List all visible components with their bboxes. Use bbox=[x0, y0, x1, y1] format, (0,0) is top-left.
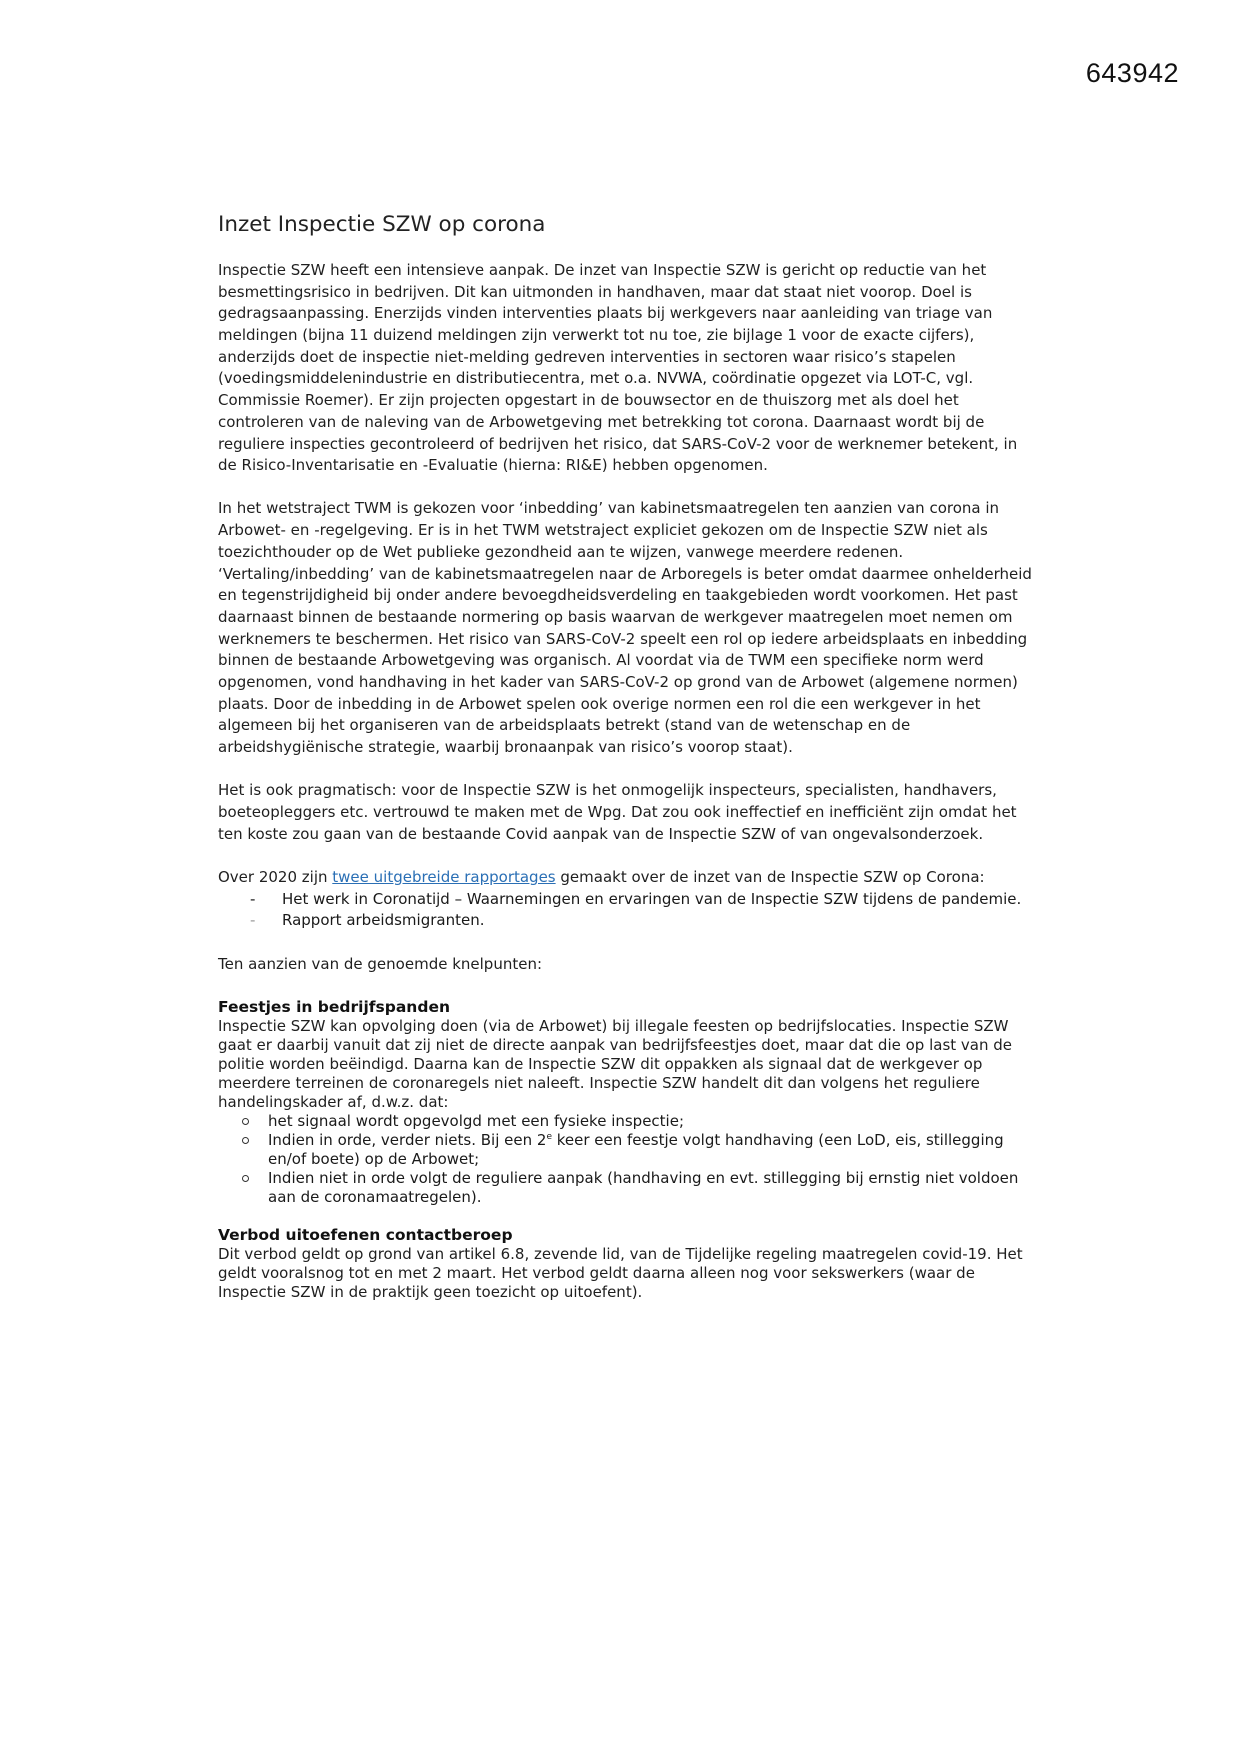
list-item-text-part: keer een feestje volgt handhaving (een LoD, eis, stillegging en/of boete) op de Arbowet; bbox=[268, 1130, 1004, 1168]
paragraph-pragmatisch: Het is ook pragmatisch: voor de Inspectie SZW is het onmogelijk inspecteurs, specialisten, handhavers, boeteopleggers etc. vertrouwd te maken met de Wpg. Dat zou ook ineffectief en inefficiënt zijn omdat het ten koste zou gaan van de bestaande Covid aanpak van de Inspectie SZW of van ongevalsonderzoek. bbox=[218, 781, 1017, 843]
paragraph-rapportages bbox=[218, 867, 1033, 889]
list-item bbox=[250, 889, 1033, 911]
list-item-text: Rapport arbeidsmigranten. bbox=[282, 911, 485, 930]
feestjes-list bbox=[218, 1112, 1033, 1207]
list-item-text: het signaal wordt opgevolgd met een fysieke inspectie; bbox=[268, 1111, 685, 1130]
section-contactberoep bbox=[218, 1225, 1033, 1302]
dash-marker: - bbox=[250, 911, 256, 930]
list-item-text bbox=[268, 1131, 1004, 1168]
paragraph-feestjes-body: Inspectie SZW kan opvolging doen (via de Arbowet) bij illegale feesten op bedrijfslocaties. Inspectie SZW gaat er daarbij vanuit dat zij niet de directe aanpak van bedrijfsfeestjes doet, maar dat die op last van de politie worden beëindigd. Daarna kan de Inspectie SZW dit oppakken als signaal dat de werkgever op meerdere terreinen de coronaregels niet naleeft. Inspectie SZW handelt dit dan volgens het reguliere handelingskader af, d.w.z. dat: bbox=[218, 1016, 1012, 1111]
paragraph-knelpunten: Ten aanzien van de genoemde knelpunten: bbox=[218, 954, 543, 973]
list-item-text: Indien niet in orde volgt de reguliere aanpak (handhaving en evt. stillegging bij ernstig niet voldoen aan de coronamaatregelen). bbox=[268, 1168, 1019, 1206]
list-item bbox=[242, 1112, 1033, 1131]
paragraph-twm-wetstraject: In het wetstraject TWM is gekozen voor ‘inbedding’ van kabinetsmaatregelen ten aanzien van corona in Arbowet- en -regelgeving. Er is in het TWM wetstraject expliciet gekozen om de Inspectie SZW niet als toezichthouder op de Wet publieke gezondheid aan te wijzen, vanwege meerdere redenen. ‘Vertaling/inbedding’ van de kabinetsmaatregelen naar de Arboregels is beter omdat daarmee onhelderheid en tegenstrijdigheid bij onder andere bevoegdheidsverdeling en taakgebieden wordt voorkomen. Het past daarnaast binnen de bestaande normering op basis waarvan de werkgever maatregelen moet nemen om werknemers te beschermen. Het risico van SARS-CoV-2 speelt een rol op iedere arbeidsplaats en inbedding binnen de bestaande Arbowetgeving was organisch. Al voordat via de TWM een specifieke norm werd opgenomen, vond handhaving in het kader van SARS-CoV-2 op grond van de Arbowet (algemene normen) plaats. Door de inbedding in de Arbowet spelen ook overige normen een rol die een werkgever in het algemeen bij het organiseren van de arbeidsplaats betrekt (stand van de wetenschap en de arbeidshygiënische strategie, waarbij bronaanpak van risico’s voorop staat). bbox=[218, 499, 1032, 757]
list-item bbox=[242, 1169, 1033, 1207]
document-number: 643942 bbox=[1085, 58, 1179, 88]
paragraph-intensive-approach: Inspectie SZW heeft een intensieve aanpak. De inzet van Inspectie SZW is gericht op reductie van het besmettingsrisico in bedrijven. Dit kan uitmonden in handhaven, maar dat staat niet voorop. Doel is gedragsaanpassing. Enerzijds vinden interventies plaats bij werkgevers naar aanleiding van triage van meldingen (bijna 11 duizend meldingen zijn verwerkt tot nu toe, zie bijlage 1 voor de exacte cijfers), anderzijds doet de inspectie niet-melding gedreven interventies in sectoren waar risico’s stapelen (voedingsmiddelenindustrie en distributiecentra, met o.a. NVWA, coördinatie opgezet via LOT-C, vgl. Commissie Roemer). Er zijn projecten opgestart in de bouwsector en de thuiszorg met als doel het controleren van de naleving van de Arbowetgeving met betrekking tot corona. Daarnaast wordt bij de reguliere inspecties gecontroleerd of bedrijven het risico, dat SARS-CoV-2 voor de werknemer betekent, in de Risico-Inventarisatie en -Evaluatie (hierna: RI&E) hebben opgenomen. bbox=[218, 260, 1018, 475]
page-title: Inzet Inspectie SZW op corona bbox=[218, 212, 546, 237]
rapportages-link[interactable]: twee uitgebreide rapportages bbox=[332, 867, 556, 886]
section-feestjes bbox=[218, 997, 1033, 1207]
reports-list bbox=[218, 889, 1033, 932]
list-item-text-part: Indien in orde, verder niets. Bij een 2 bbox=[268, 1130, 547, 1149]
rapportages-intro-text: Over 2020 zijn bbox=[218, 867, 333, 886]
list-item bbox=[250, 910, 1033, 932]
section-heading-contactberoep: Verbod uitoefenen contactberoep bbox=[218, 1225, 513, 1244]
circle-bullet-icon bbox=[242, 1137, 249, 1144]
list-item bbox=[242, 1131, 1033, 1169]
ordinal-superscript: e bbox=[546, 1131, 552, 1142]
rapportages-outro-text: gemaakt over de inzet van de Inspectie SZW op Corona: bbox=[555, 867, 985, 886]
section-heading-feestjes: Feestjes in bedrijfspanden bbox=[218, 997, 450, 1016]
page-content bbox=[218, 212, 1033, 1302]
paragraph-contactberoep-body: Dit verbod geldt op grond van artikel 6.8, zevende lid, van de Tijdelijke regeling maatregelen covid-19. Het geldt vooralsnog tot en met 2 maart. Het verbod geldt daarna alleen nog voor sekswerkers (waar de Inspectie SZW in de praktijk geen toezicht op uitoefent). bbox=[218, 1244, 1023, 1301]
circle-bullet-icon bbox=[242, 1175, 249, 1182]
dash-marker: - bbox=[250, 889, 256, 908]
circle-bullet-icon bbox=[242, 1118, 249, 1125]
list-item-text: Het werk in Coronatijd – Waarnemingen en ervaringen van de Inspectie SZW tijdens de pandemie. bbox=[282, 889, 1022, 908]
